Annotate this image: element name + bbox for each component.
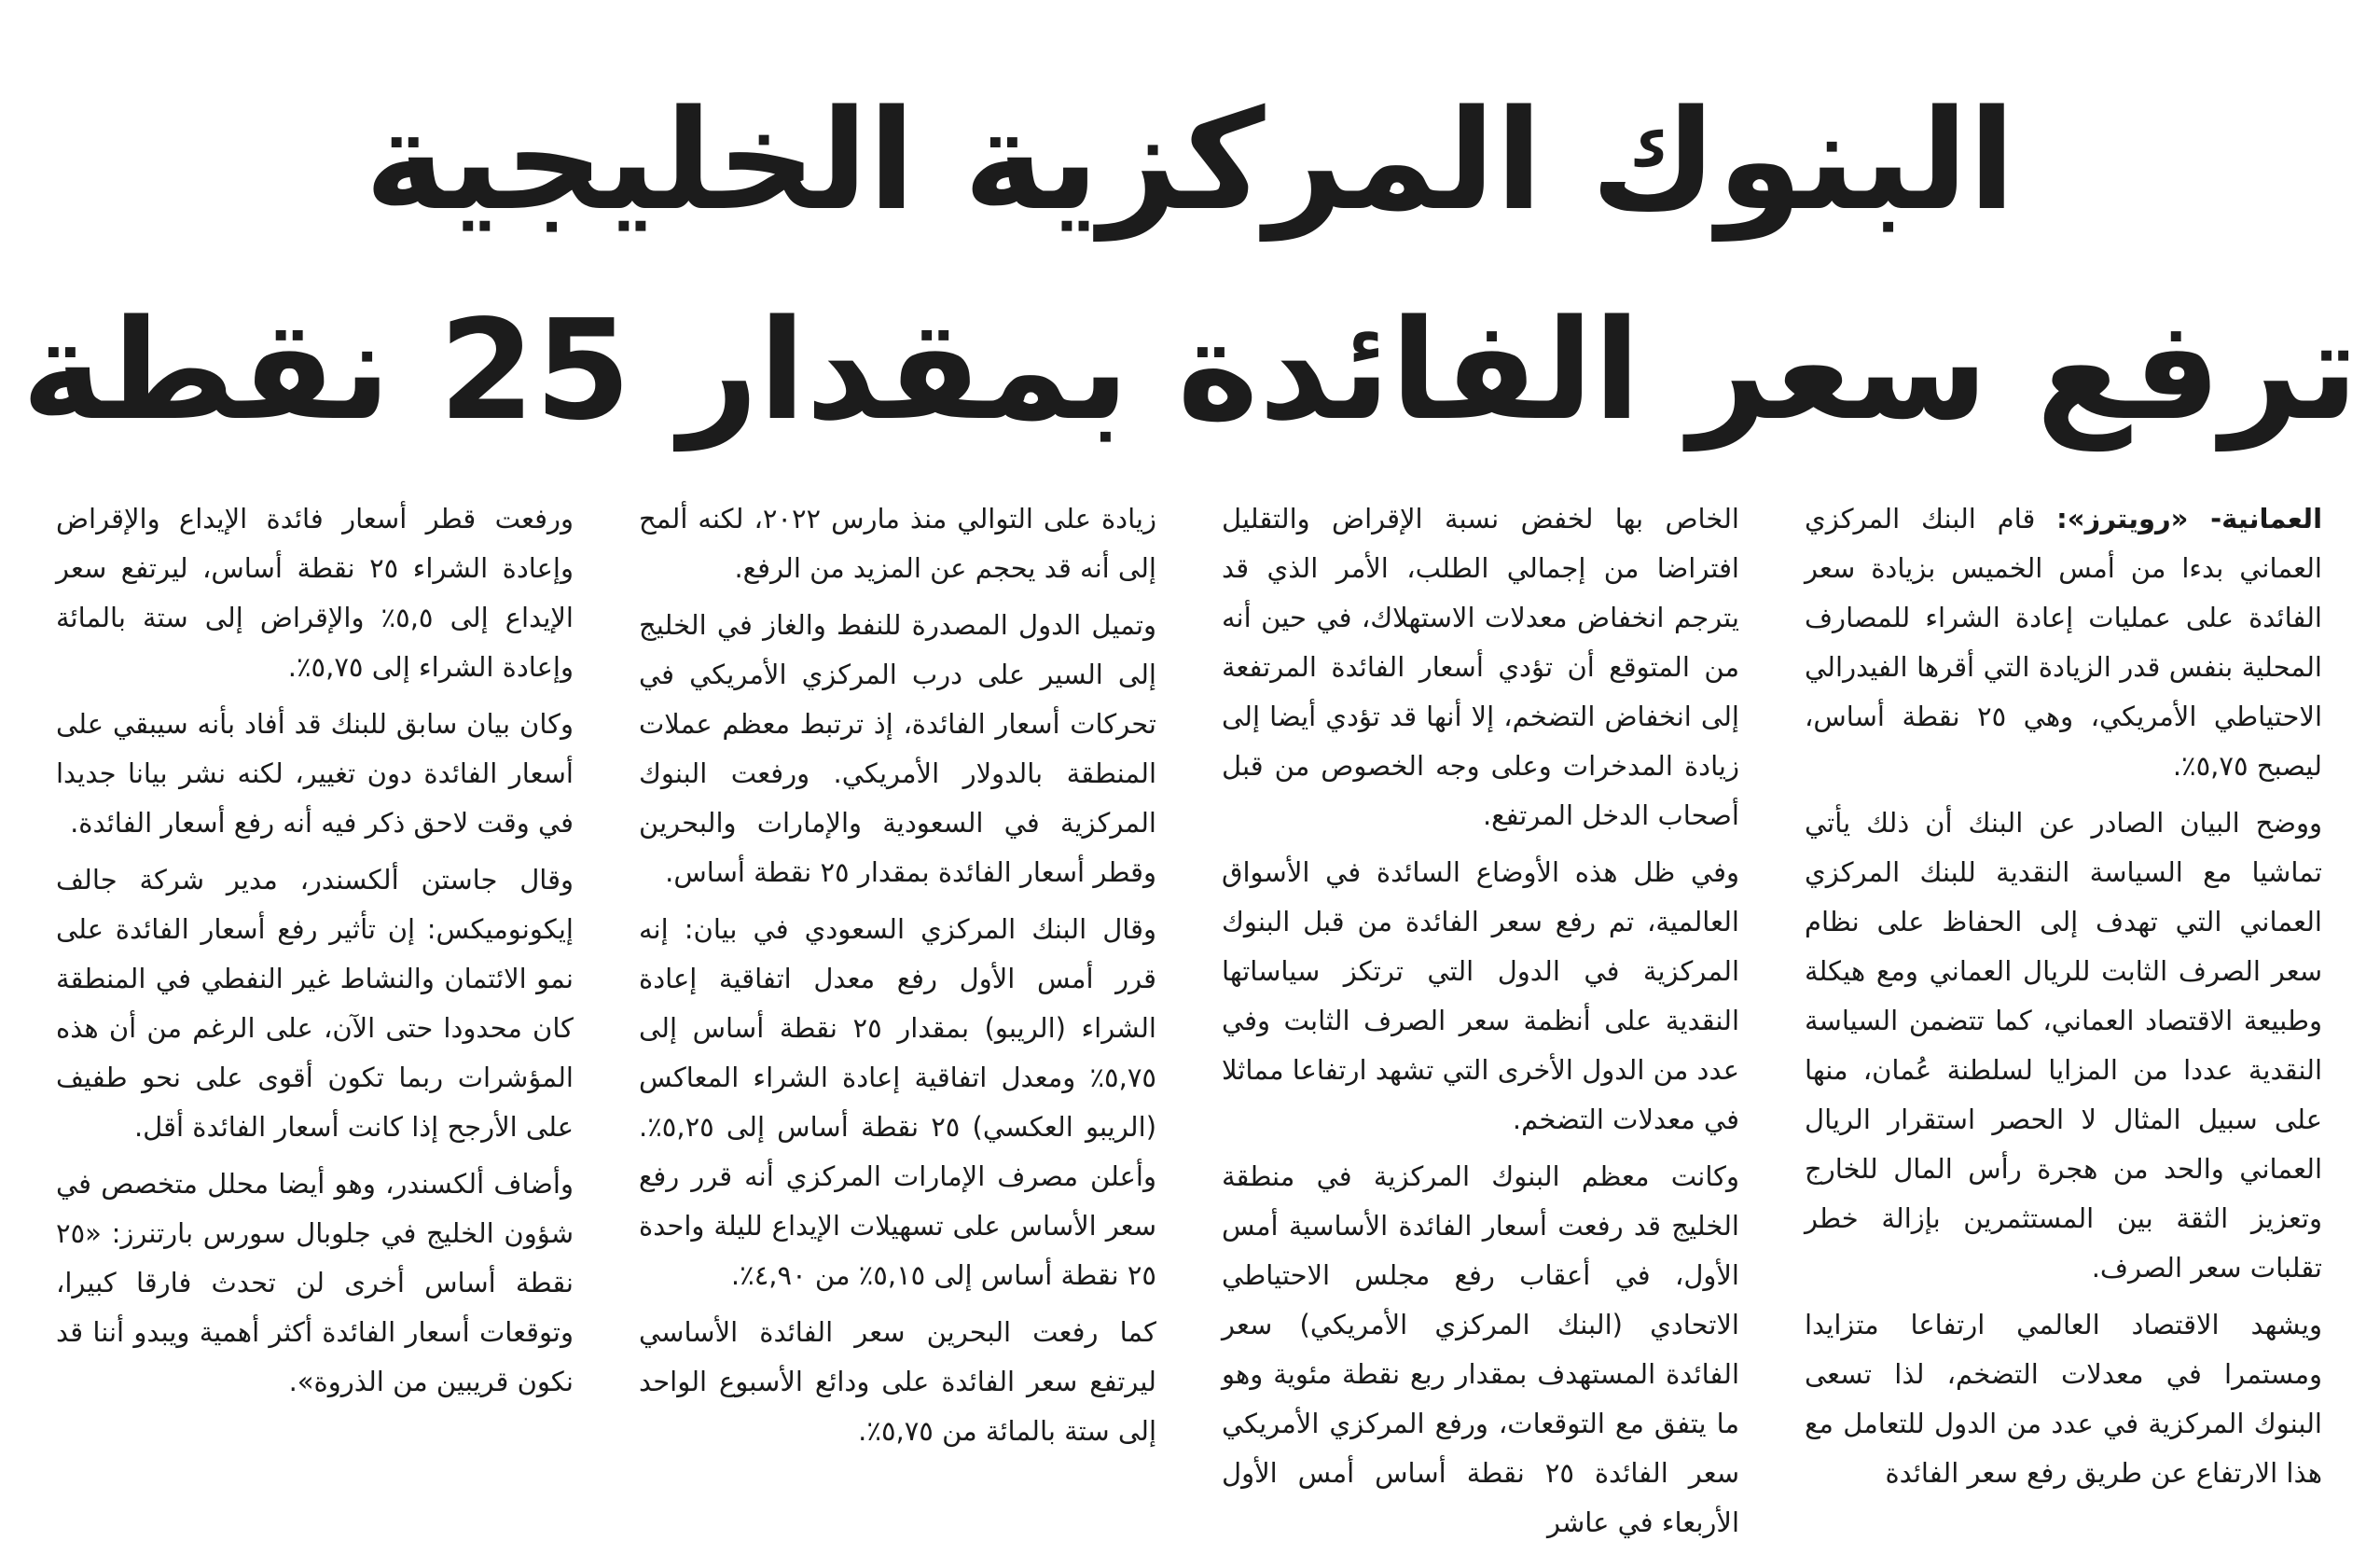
article-paragraph: وقال البنك المركزي السعودي في بيان: إنه قرر أمس الأول رفع معدل اتفاقية إعادة الشراء (الريبو) بمقدار ٢٥ نقطة أساس إلى ٥,٧٥٪ ومعدل اتفاقية إعادة الشراء المعاكس (الريبو العكسي) ٢٥ نقطة أساس إلى ٥,٢٥٪. وأعلن مصرف الإمارات المركزي أنه قرر رفع سعر الأساس على تسهيلات الإيداع لليلة واحدة ٢٥ نقطة أساس إلى ٥,١٥٪ من ٤,٩٠٪. bbox=[639, 913, 1157, 1291]
article-paragraph: الخاص بها لخفض نسبة الإقراض والتقليل افتراضا من إجمالي الطلب، الأمر الذي قد يترجم انخفاض معدلات الاستهلاك، في حين أنه من المتوقع أن تؤدي أسعار الفائدة المرتفعة إلى انخفاض التضخم، إلا أنها قد تؤدي أيضا إلى زيادة المدخرات وعلى وجه الخصوص من قبل أصحاب الدخل المرتفع. bbox=[1222, 503, 1739, 831]
article-column-2 bbox=[1222, 494, 1739, 1555]
article-paragraph: ويشهد الاقتصاد العالمي ارتفاعا متزايدا ومستمرا في معدلات التضخم، لذا تسعى البنوك المركزية في عدد من الدول للتعامل مع هذا الارتفاع عن طريق رفع سعر الفائدة bbox=[1805, 1309, 2322, 1489]
article-column-3 bbox=[639, 494, 1156, 1555]
headline-line-1: البنوك المركزية الخليجية bbox=[364, 80, 2016, 241]
article-paragraph: وكانت معظم البنوك المركزية في منطقة الخليج قد رفعت أسعار الفائدة الأساسية أمس الأول، في أعقاب رفع مجلس الاحتياطي الاتحادي (البنك المركزي الأمريكي) سعر الفائدة المستهدف بمقدار ربع نقطة مئوية وهو ما يتفق مع التوقعات، ورفع المركزي الأمريكي سعر الفائدة ٢٥ نقطة أساس أمس الأول الأربعاء في عاشر bbox=[1222, 1160, 1739, 1538]
article-column-4 bbox=[56, 494, 574, 1555]
article-paragraph bbox=[1805, 494, 2322, 791]
article-paragraph: وأضاف ألكسندر، وهو أيضا محلل متخصص في شؤون الخليج في جلوبال سورس بارتنرز: «٢٥ نقطة أساس أخرى لن تحدث فارقا كبيرا، وتوقعات أسعار الفائدة أكثر أهمية ويبدو أننا قد نكون قريبين من الذروة». bbox=[56, 1168, 574, 1397]
article-paragraph: وكان بيان سابق للبنك قد أفاد بأنه سيبقي على أسعار الفائدة دون تغيير، لكنه نشر بيانا جديدا في وقت لاحق ذكر فيه أنه رفع أسعار الفائدة. bbox=[56, 708, 574, 839]
article-paragraph: كما رفعت البحرين سعر الفائدة الأساسي ليرتفع سعر الفائدة على ودائع الأسبوع الواحد إلى ستة بالمائة من ٥,٧٥٪. bbox=[639, 1316, 1156, 1447]
dateline: العمانية- «رويترز»: bbox=[2056, 503, 2323, 535]
article-paragraph: زيادة على التوالي منذ مارس ٢٠٢٢، لكنه ألمح إلى أنه قد يحجم عن المزيد من الرفع. bbox=[639, 503, 1156, 584]
article-paragraph: وفي ظل هذه الأوضاع السائدة في الأسواق العالمية، تم رفع سعر الفائدة من قبل البنوك المركزية في الدول التي ترتكز سياساتها النقدية على أنظمة سعر الصرف الثابت وفي عدد من الدول الأخرى التي تشهد ارتفاعا مماثلا في معدلات التضخم. bbox=[1222, 856, 1739, 1135]
article-column-1 bbox=[1805, 494, 2322, 1555]
paragraph-text: قام البنك المركزي العماني بدءا من أمس الخميس بزيادة سعر الفائدة على عمليات إعادة الشراء للمصارف المحلية بنفس قدر الزيادة التي أقرها الفيدرالي الاحتياطي الأمريكي، وهي ٢٥ نقطة أساس، ليصبح ٥,٧٥٪. bbox=[1805, 503, 2322, 782]
headline bbox=[0, 56, 2380, 476]
article-paragraph: وتميل الدول المصدرة للنفط والغاز في الخليج إلى السير على درب المركزي الأمريكي في تحركات أسعار الفائدة، إذ ترتبط معظم عملات المنطقة بالدولار الأمريكي. ورفعت البنوك المركزية في السعودية والإمارات والبحرين وقطر أسعار الفائدة بمقدار ٢٥ نقطة أساس. bbox=[639, 609, 1156, 888]
headline-line-2: ترفع سعر الفائدة بمقدار 25 نقطة bbox=[21, 290, 2359, 451]
article-paragraph: ورفعت قطر أسعار فائدة الإيداع والإقراض وإعادة الشراء ٢٥ نقطة أساس، ليرتفع سعر الإيداع إلى ٥,٥٪ والإقراض إلى ستة بالمائة وإعادة الشراء إلى ٥,٧٥٪. bbox=[56, 503, 574, 683]
article-body bbox=[56, 494, 2323, 1538]
article-paragraph: ووضح البيان الصادر عن البنك أن ذلك يأتي تماشيا مع السياسة النقدية للبنك المركزي العماني التي تهدف إلى الحفاظ على نظام سعر الصرف الثابت للريال العماني ومع هيكلة وطبيعة الاقتصاد العماني، كما تتضمن السياسة النقدية عددا من المزايا لسلطنة عُمان، منها على سبيل المثال لا الحصر استقرار الريال العماني والحد من هجرة رأس المال للخارج وتعزيز الثقة بين المستثمرين بإزالة خطر تقلبات سعر الصرف. bbox=[1805, 807, 2322, 1284]
article-paragraph: وقال جاستن ألكسندر، مدير شركة جالف إيكونوميكس: إن تأثير رفع أسعار الفائدة على نمو الائتمان والنشاط غير النفطي في المنطقة كان محدودا حتى الآن، على الرغم من أن هذه المؤشرات ربما تكون أقوى على نحو طفيف على الأرجح إذا كانت أسعار الفائدة أقل. bbox=[56, 864, 574, 1143]
